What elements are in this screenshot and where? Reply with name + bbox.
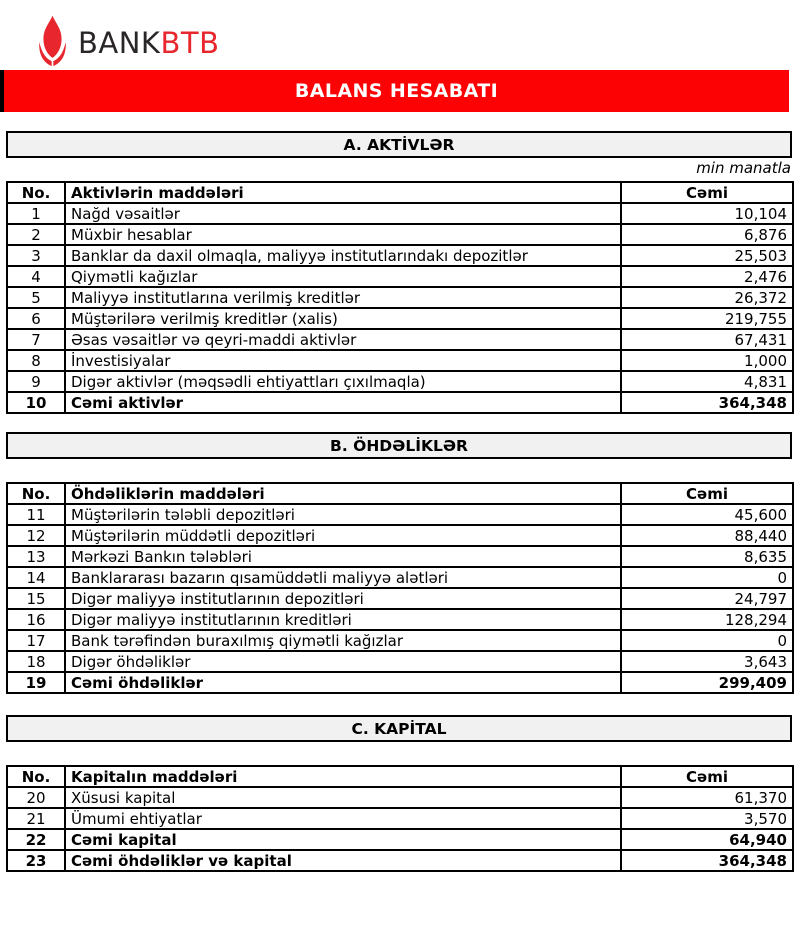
row-number: 11: [7, 504, 65, 525]
row-item-label: Əsas vəsaitlər və qeyri-maddi aktivlər: [65, 329, 621, 350]
row-number: 16: [7, 609, 65, 630]
row-total-value: 128,294: [621, 609, 793, 630]
table-row: [7, 266, 793, 287]
logo-bank-label: BANK: [78, 25, 161, 60]
section-header-aktivler: A. AKTİVLƏR: [6, 131, 792, 158]
row-number: 12: [7, 525, 65, 546]
row-item-label: Qiymətli kağızlar: [65, 266, 621, 287]
row-number: 9: [7, 371, 65, 392]
row-total-value: 10,104: [621, 203, 793, 224]
table-row: [7, 287, 793, 308]
liabilities-table: [6, 482, 794, 694]
table-row: [7, 651, 793, 672]
column-header-no: No.: [7, 483, 65, 504]
table-row: [7, 371, 793, 392]
column-header-item: Aktivlərin maddələri: [65, 182, 621, 203]
table-row: [7, 588, 793, 609]
row-total-value: 88,440: [621, 525, 793, 546]
row-total-value: 364,348: [621, 850, 793, 871]
section-header-kapital: C. KAPİTAL: [6, 715, 792, 742]
row-total-value: 45,600: [621, 504, 793, 525]
unit-note: min manatla: [696, 159, 791, 177]
logo-btb-label: BTB: [160, 25, 220, 60]
column-header-no: No.: [7, 766, 65, 787]
row-item-label: Ümumi ehtiyatlar: [65, 808, 621, 829]
table-header-row: [7, 182, 793, 203]
table-row: [7, 224, 793, 245]
row-total-value: 219,755: [621, 308, 793, 329]
table-row: [7, 567, 793, 588]
row-item-label: Digər maliyyə institutlarının kreditləri: [65, 609, 621, 630]
row-number: 1: [7, 203, 65, 224]
row-total-value: 61,370: [621, 787, 793, 808]
column-header-item: Öhdəliklərin maddələri: [65, 483, 621, 504]
row-number: 10: [7, 392, 65, 413]
column-header-item: Kapitalın maddələri: [65, 766, 621, 787]
column-header-total: Cəmi: [621, 766, 793, 787]
bank-logo: [0, 0, 800, 68]
row-number: 13: [7, 546, 65, 567]
row-total-value: 299,409: [621, 672, 793, 693]
row-total-value: 3,643: [621, 651, 793, 672]
row-item-label: Nağd vəsaitlər: [65, 203, 621, 224]
row-item-label: Xüsusi kapital: [65, 787, 621, 808]
row-item-label: İnvestisiyalar: [65, 350, 621, 371]
row-item-label: Banklararası bazarın qısamüddətli maliyyə alətləri: [65, 567, 621, 588]
row-number: 17: [7, 630, 65, 651]
capital-table: [6, 765, 794, 872]
row-item-label: Bank tərəfindən buraxılmış qiymətli kağızlar: [65, 630, 621, 651]
row-item-label: Cəmi kapital: [65, 829, 621, 850]
row-number: 8: [7, 350, 65, 371]
row-number: 15: [7, 588, 65, 609]
section-header-ohdelikler: B. ÖHDƏLİKLƏR: [6, 432, 792, 459]
row-total-value: 0: [621, 567, 793, 588]
row-item-label: Digər aktivlər (məqsədli ehtiyattları çıxılmaqla): [65, 371, 621, 392]
row-total-value: 25,503: [621, 245, 793, 266]
row-total-value: 8,635: [621, 546, 793, 567]
row-item-label: Müştərilərə verilmiş kreditlər (xalis): [65, 308, 621, 329]
row-total-value: 3,570: [621, 808, 793, 829]
report-title: BALANS HESABATI: [294, 80, 499, 102]
table-row: [7, 525, 793, 546]
table-row: [7, 203, 793, 224]
assets-table: [6, 181, 794, 414]
row-item-label: Banklar da daxil olmaqla, maliyyə institutlarındakı depozitlər: [65, 245, 621, 266]
row-item-label: Mərkəzi Bankın tələbləri: [65, 546, 621, 567]
row-total-value: 1,000: [621, 350, 793, 371]
row-number: 6: [7, 308, 65, 329]
row-number: 3: [7, 245, 65, 266]
table-row: [7, 672, 793, 693]
table-header-row: [7, 766, 793, 787]
row-total-value: 67,431: [621, 329, 793, 350]
table-row: [7, 350, 793, 371]
row-number: 5: [7, 287, 65, 308]
row-item-label: Müxbir hesablar: [65, 224, 621, 245]
flame-icon: [36, 13, 69, 68]
bank-logo-text: [78, 23, 219, 58]
row-number: 20: [7, 787, 65, 808]
table-row: [7, 630, 793, 651]
row-total-value: 24,797: [621, 588, 793, 609]
row-item-label: Cəmi öhdəliklər və kapital: [65, 850, 621, 871]
row-total-value: 364,348: [621, 392, 793, 413]
row-item-label: Digər öhdəliklər: [65, 651, 621, 672]
table-header-row: [7, 483, 793, 504]
report-title-banner: [0, 70, 789, 112]
row-total-value: 0: [621, 630, 793, 651]
table-row: [7, 850, 793, 871]
column-header-total: Cəmi: [621, 182, 793, 203]
row-total-value: 64,940: [621, 829, 793, 850]
table-row: [7, 392, 793, 413]
column-header-no: No.: [7, 182, 65, 203]
table-row: [7, 808, 793, 829]
table-row: [7, 504, 793, 525]
row-number: 21: [7, 808, 65, 829]
row-total-value: 26,372: [621, 287, 793, 308]
row-total-value: 6,876: [621, 224, 793, 245]
row-total-value: 4,831: [621, 371, 793, 392]
row-total-value: 2,476: [621, 266, 793, 287]
table-row: [7, 245, 793, 266]
row-number: 2: [7, 224, 65, 245]
row-number: 14: [7, 567, 65, 588]
row-item-label: Maliyyə institutlarına verilmiş kreditlər: [65, 287, 621, 308]
column-header-total: Cəmi: [621, 483, 793, 504]
row-number: 19: [7, 672, 65, 693]
row-item-label: Müştərilərin müddətli depozitləri: [65, 525, 621, 546]
row-item-label: Müştərilərin tələbli depozitləri: [65, 504, 621, 525]
table-row: [7, 329, 793, 350]
row-number: 22: [7, 829, 65, 850]
row-item-label: Cəmi öhdəliklər: [65, 672, 621, 693]
row-number: 23: [7, 850, 65, 871]
row-item-label: Digər maliyyə institutlarının depozitləri: [65, 588, 621, 609]
table-row: [7, 829, 793, 850]
row-number: 4: [7, 266, 65, 287]
row-number: 7: [7, 329, 65, 350]
table-row: [7, 546, 793, 567]
table-row: [7, 787, 793, 808]
row-item-label: Cəmi aktivlər: [65, 392, 621, 413]
table-row: [7, 609, 793, 630]
table-row: [7, 308, 793, 329]
row-number: 18: [7, 651, 65, 672]
